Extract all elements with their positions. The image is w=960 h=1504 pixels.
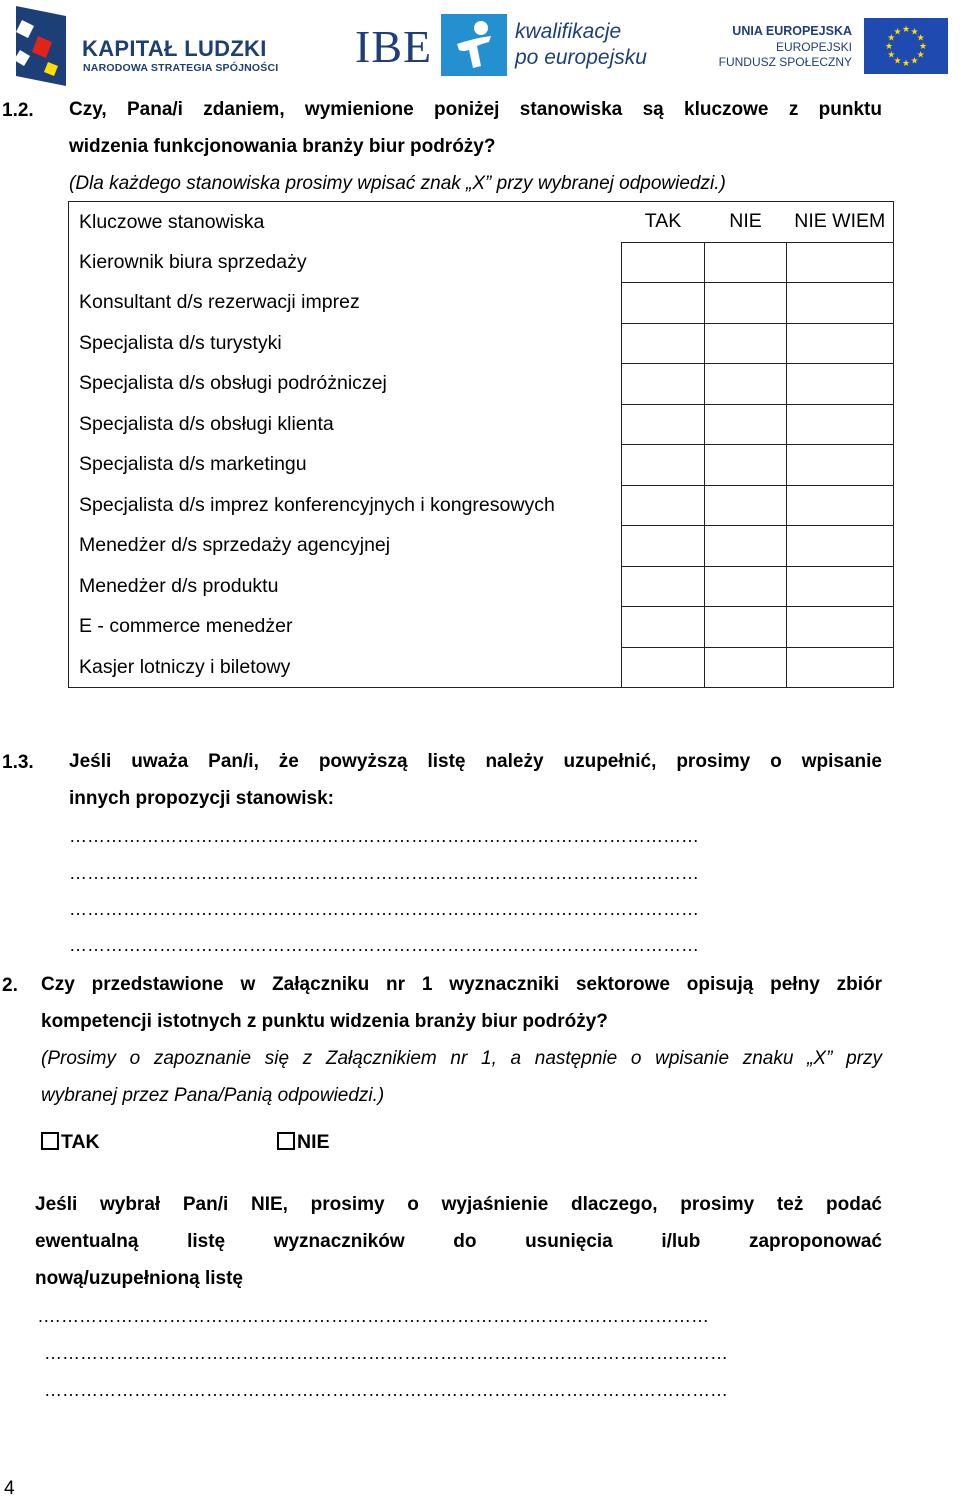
position-name: Specjalista d/s obsługi klienta xyxy=(69,404,622,445)
kwalifikacje-line2: po europejsku xyxy=(515,46,647,69)
question-1-2-instruction: (Dla każdego stanowiska prosimy wpisać znak „X” przy wybranej odpowiedzi.) xyxy=(69,173,726,194)
answer-nie-cell[interactable] xyxy=(705,404,787,445)
eu-logo xyxy=(720,18,956,78)
table-row xyxy=(69,283,894,324)
answer-tak-cell[interactable] xyxy=(622,404,705,445)
answer-tak-cell[interactable] xyxy=(622,485,705,526)
table-row xyxy=(69,364,894,405)
explain-dotted-line[interactable]: …………………………………………………………………………………………………… xyxy=(44,1380,728,1400)
ibe-letters: IBE xyxy=(355,21,433,72)
position-name: E - commerce menedżer xyxy=(69,607,622,648)
explain-dotted-line[interactable]: .………………………………………………………………………………………………… xyxy=(38,1306,710,1326)
table-row xyxy=(69,404,894,445)
answer-tak-cell[interactable] xyxy=(622,364,705,405)
table-row xyxy=(69,445,894,486)
question-1-3-line2: innych propozycji stanowisk: xyxy=(69,788,334,809)
answer-tak-cell[interactable] xyxy=(622,566,705,607)
header-nie-wiem: NIE WIEM xyxy=(787,202,894,243)
explain-line2: ewentualną listę wyznaczników do usunięcia i/lub zaproponować xyxy=(35,1231,882,1252)
position-name: Kasjer lotniczy i biletowy xyxy=(69,647,622,688)
header-tak: TAK xyxy=(622,202,705,243)
option-tak[interactable] xyxy=(41,1131,100,1154)
kapital-ludzki-title: KAPITAŁ LUDZKI xyxy=(82,36,267,61)
answer-nie-cell[interactable] xyxy=(705,323,787,364)
option-nie-label: NIE xyxy=(297,1131,330,1153)
eu-star-icon: ★ xyxy=(887,32,896,43)
ibe-figure-icon xyxy=(441,14,507,76)
page-header xyxy=(0,0,960,95)
answer-nie-cell[interactable] xyxy=(705,283,787,324)
kapital-ludzki-emblem-icon xyxy=(8,6,74,88)
explain-line1: Jeśli wybrał Pan/i NIE, prosimy o wyjaśnienie dlaczego, prosimy też podać xyxy=(35,1194,882,1215)
answer-nie-wiem-cell[interactable] xyxy=(787,566,894,607)
checkbox-nie-icon[interactable] xyxy=(277,1132,295,1150)
answer-tak-cell[interactable] xyxy=(622,283,705,324)
position-name: Kierownik biura sprzedaży xyxy=(69,242,622,283)
answer-nie-cell[interactable] xyxy=(705,647,787,688)
checkbox-tak-icon[interactable] xyxy=(41,1132,59,1150)
answer-nie-cell[interactable] xyxy=(705,445,787,486)
answer-nie-cell[interactable] xyxy=(705,566,787,607)
question-2-number: 2. xyxy=(2,975,18,996)
position-name: Menedżer d/s sprzedaży agencyjnej xyxy=(69,526,622,567)
question-2-line4: wybranej przez Pana/Panią odpowiedzi.) xyxy=(41,1085,385,1106)
question-2-line2: kompetencji istotnych z punktu widzenia branży biur podróży? xyxy=(41,1011,608,1032)
position-name: Specjalista d/s marketingu xyxy=(69,445,622,486)
answer-dotted-line[interactable]: …………………………………………………………………………………………… xyxy=(69,826,699,846)
answer-nie-cell[interactable] xyxy=(705,242,787,283)
answer-nie-cell[interactable] xyxy=(705,607,787,648)
answer-tak-cell[interactable] xyxy=(622,242,705,283)
answer-nie-wiem-cell[interactable] xyxy=(787,607,894,648)
question-1-3-line1: Jeśli uważa Pan/i, że powyższą listę należy uzupełnić, prosimy o wpisanie xyxy=(69,751,882,772)
answer-tak-cell[interactable] xyxy=(622,526,705,567)
explain-line3: nową/uzupełnioną listę xyxy=(35,1268,243,1289)
eu-star-icon: ★ xyxy=(893,26,902,37)
answer-nie-wiem-cell[interactable] xyxy=(787,647,894,688)
page-number: 4 xyxy=(4,1478,15,1499)
positions-table xyxy=(68,201,894,688)
eu-flag-icon xyxy=(864,18,948,74)
answer-nie-wiem-cell[interactable] xyxy=(787,364,894,405)
answer-nie-cell[interactable] xyxy=(705,485,787,526)
answer-dotted-line[interactable]: …………………………………………………………………………………………… xyxy=(69,899,699,919)
table-row xyxy=(69,242,894,283)
header-nie: NIE xyxy=(705,202,787,243)
eu-star-icon: ★ xyxy=(887,49,896,60)
position-name: Menedżer d/s produktu xyxy=(69,566,622,607)
table-row xyxy=(69,323,894,364)
header-positions: Kluczowe stanowiska xyxy=(69,202,622,243)
option-nie[interactable] xyxy=(277,1131,330,1154)
eu-star-icon: ★ xyxy=(916,32,925,43)
answer-nie-wiem-cell[interactable] xyxy=(787,242,894,283)
option-tak-label: TAK xyxy=(61,1131,100,1153)
table-row xyxy=(69,607,894,648)
eu-star-icon: ★ xyxy=(910,26,919,37)
kapital-ludzki-subtitle: NARODOWA STRATEGIA SPÓJNOŚCI xyxy=(83,62,279,74)
kwalifikacje-line1: kwalifikacje xyxy=(515,20,622,43)
eu-line3: FUNDUSZ SPOŁECZNY xyxy=(718,55,852,69)
eu-star-icon: ★ xyxy=(893,55,902,66)
answer-nie-wiem-cell[interactable] xyxy=(787,323,894,364)
eu-star-icon: ★ xyxy=(910,55,919,66)
answer-tak-cell[interactable] xyxy=(622,323,705,364)
question-2-line3: (Prosimy o zapoznanie się z Załącznikiem nr 1, a następnie o wpisanie znaku „X” przy xyxy=(41,1048,882,1069)
position-name: Specjalista d/s obsługi podróżniczej xyxy=(69,364,622,405)
eu-star-icon: ★ xyxy=(916,49,925,60)
eu-star-icon: ★ xyxy=(884,41,894,51)
eu-star-icon: ★ xyxy=(918,41,928,51)
eu-star-icon: ★ xyxy=(901,24,911,34)
table-header-row xyxy=(69,202,894,243)
question-1-2-line2: widzenia funkcjonowania branży biur podróży? xyxy=(69,136,496,157)
position-name: Specjalista d/s turystyki xyxy=(69,323,622,364)
explain-dotted-line[interactable]: …………………………………………………………………………………………………… xyxy=(44,1343,728,1363)
question-1-2-number: 1.2. xyxy=(2,100,34,121)
answer-nie-wiem-cell[interactable] xyxy=(787,404,894,445)
table-row xyxy=(69,566,894,607)
answer-tak-cell[interactable] xyxy=(622,445,705,486)
table-row xyxy=(69,526,894,567)
answer-tak-cell[interactable] xyxy=(622,647,705,688)
position-name: Konsultant d/s rezerwacji imprez xyxy=(69,283,622,324)
question-1-3-number: 1.3. xyxy=(2,752,34,773)
eu-line2: EUROPEJSKI xyxy=(775,40,852,54)
kapital-ludzki-logo xyxy=(8,6,278,88)
answer-nie-wiem-cell[interactable] xyxy=(787,445,894,486)
eu-star-icon: ★ xyxy=(901,58,911,68)
answer-dotted-line[interactable]: …………………………………………………………………………………………… xyxy=(69,863,699,883)
position-name: Specjalista d/s imprez konferencyjnych i kongresowych xyxy=(69,485,622,526)
eu-line1: UNIA EUROPEJSKA xyxy=(732,24,852,38)
answer-nie-cell[interactable] xyxy=(705,364,787,405)
answer-nie-wiem-cell[interactable] xyxy=(787,283,894,324)
table-row xyxy=(69,485,894,526)
ibe-logo xyxy=(355,14,645,80)
answer-nie-wiem-cell[interactable] xyxy=(787,526,894,567)
answer-nie-cell[interactable] xyxy=(705,526,787,567)
question-2-line1: Czy przedstawione w Załączniku nr 1 wyznaczniki sektorowe opisują pełny zbiór xyxy=(41,974,882,995)
answer-tak-cell[interactable] xyxy=(622,607,705,648)
table-row xyxy=(69,647,894,688)
answer-nie-wiem-cell[interactable] xyxy=(787,485,894,526)
answer-dotted-line[interactable]: …………………………………………………………………………………………… xyxy=(69,935,699,955)
question-1-2-line1: Czy, Pana/i zdaniem, wymienione poniżej stanowiska są kluczowe z punktu xyxy=(69,99,882,120)
